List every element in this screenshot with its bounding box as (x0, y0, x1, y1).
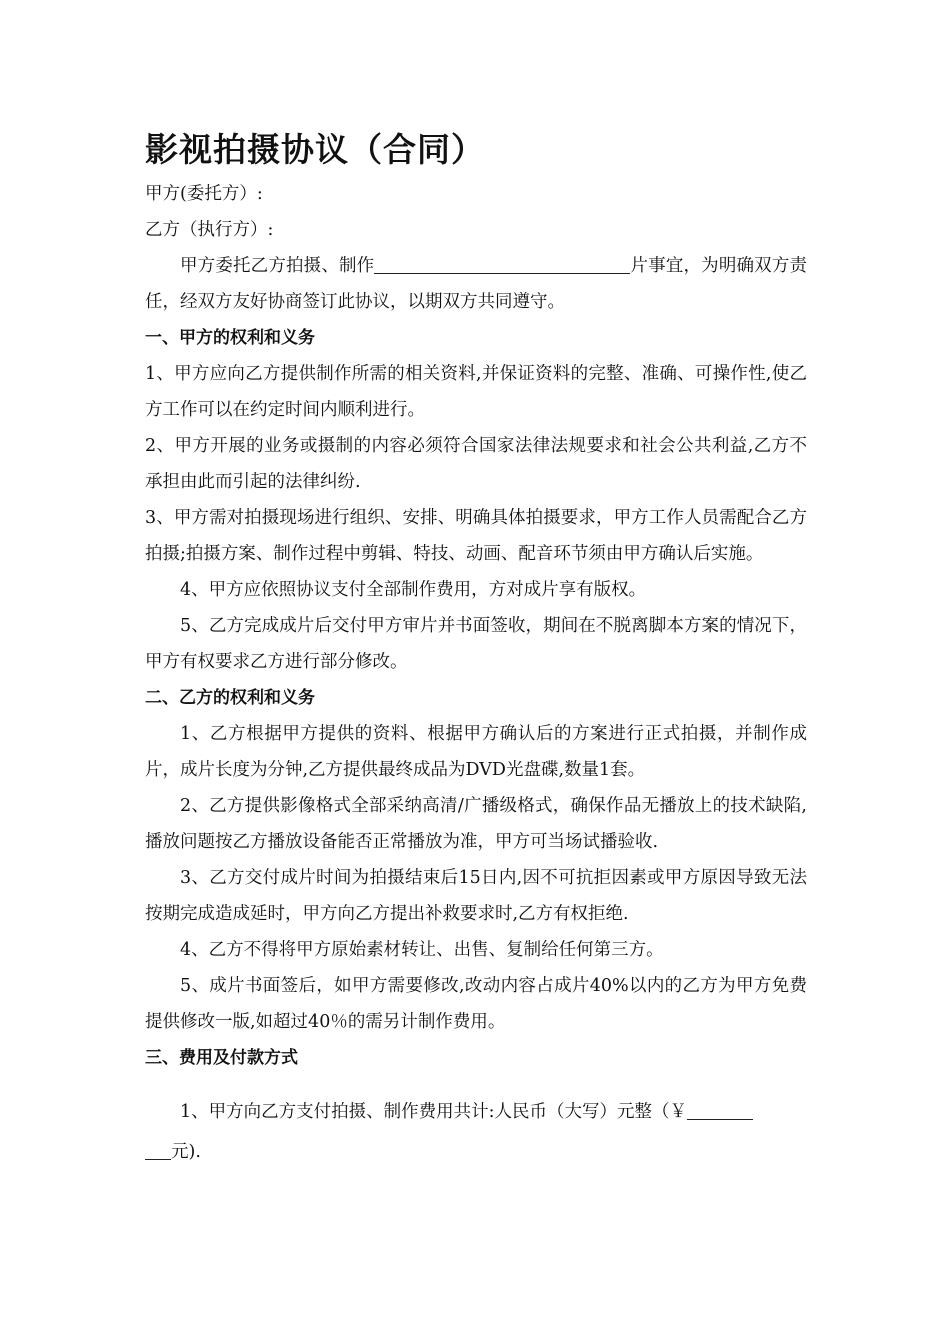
intro-text-start: 甲方委托乙方拍摄、制作 (180, 256, 375, 276)
clause-a-5: 5、乙方完成成片后交付甲方审片并书面签收，期间在不脱离脚本方案的情况下，甲方有权要求乙方进行部分修改。 (145, 616, 807, 672)
section-heading-fees: 三、费用及付款方式 (145, 1048, 298, 1068)
party-a-line: 甲方(委托方）: (145, 184, 263, 204)
clause-a-2: 2、甲方开展的业务或摄制的内容必须符合国家法律法规要求和社会公共利益,乙方不承担由此而引起的法律纠纷. (145, 436, 807, 492)
payment-line-2 (145, 1134, 807, 1170)
intro-text-end: 片事宜，为明确双方责任，经双方友好协商签订此协议，以期双方共同遵守。 (145, 256, 808, 312)
clause-b-3: 3、乙方交付成片时间为拍摄结束后15日内,因不可抗拒因素或甲方原因导致无法按期完成造成延时，甲方向乙方提出补救要求时,乙方有权拒绝. (145, 868, 807, 924)
section-heading-party-a: 一、甲方的权利和义务 (145, 328, 315, 348)
clause-a-3: 3、甲方需对拍摄现场进行组织、安排、明确具体拍摄要求，甲方工作人员需配合乙方拍摄;拍摄方案、制作过程中剪辑、特技、动画、配音环节须由甲方确认后实施。 (145, 508, 807, 564)
payment-line-1 (145, 1090, 807, 1134)
clause-a-4: 4、甲方应依照协议支付全部制作费用，方对成片享有版权。 (180, 580, 647, 600)
clause-a-1: 1、甲方应向乙方提供制作所需的相关资料,并保证资料的完整、准确、可操作性,使乙方工作可以在约定时间内顺利进行。 (145, 364, 807, 420)
page-title: 影视拍摄协议（合同） (145, 130, 485, 169)
section-heading-party-b: 二、乙方的权利和义务 (145, 688, 315, 708)
amount-blank-2[interactable] (145, 1139, 171, 1160)
clause-b-4: 4、乙方不得将甲方原始素材转让、出售、复制给任何第三方。 (180, 940, 664, 960)
clause-b-5: 5、成片书面签后，如甲方需要修改,改动内容占成片40%以内的乙方为甲方免费提供修改一版,如超过40％的需另计制作费用。 (145, 976, 807, 1032)
film-title-blank[interactable] (374, 253, 630, 274)
intro-paragraph (145, 248, 807, 320)
clause-b-1: 1、乙方根据甲方提供的资料、根据甲方确认后的方案进行正式拍摄，并制作成片，成片长度为分钟,乙方提供最终成品为DVD光盘碟,数量1套。 (145, 724, 807, 780)
clause-b-2: 2、乙方提供影像格式全部采纳高清/广播级格式，确保作品无播放上的技术缺陷,播放问题按乙方播放设备能否正常播放为准，甲方可当场试播验收. (145, 796, 807, 852)
payment-suffix: 元). (171, 1142, 201, 1162)
payment-clause (145, 1090, 807, 1170)
party-b-line: 乙方（执行方）: (145, 220, 274, 240)
payment-text: 1、甲方向乙方支付拍摄、制作费用共计:人民币（大写）元整（￥ (180, 1102, 688, 1122)
contract-page (145, 128, 807, 1170)
amount-blank-1[interactable] (687, 1099, 753, 1120)
